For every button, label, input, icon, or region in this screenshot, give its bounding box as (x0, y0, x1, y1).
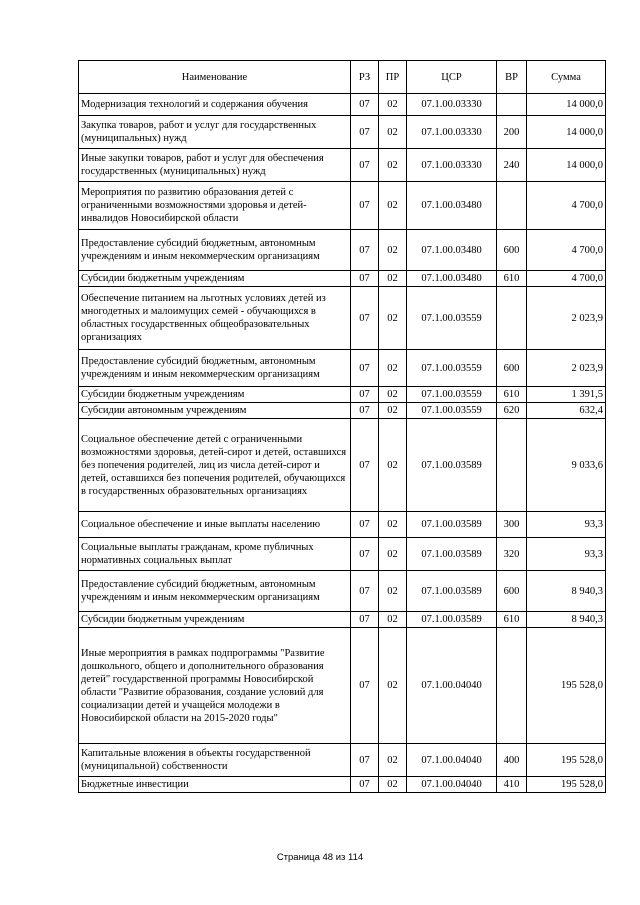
header-sum: Сумма (527, 61, 606, 94)
cell-pr: 02 (379, 512, 407, 538)
header-name: Наименование (79, 61, 351, 94)
cell-vr: 600 (497, 350, 527, 387)
cell-csr: 07.1.00.03589 (407, 571, 497, 612)
header-vr: ВР (497, 61, 527, 94)
cell-pr: 02 (379, 777, 407, 793)
cell-sum: 2 023,9 (527, 350, 606, 387)
cell-vr: 240 (497, 149, 527, 182)
cell-name: Иные закупки товаров, работ и услуг для обеспечения государственных (муниципальных) нужд (79, 149, 351, 182)
cell-vr: 600 (497, 230, 527, 271)
cell-csr: 07.1.00.03589 (407, 612, 497, 628)
cell-rz: 07 (351, 419, 379, 512)
cell-pr: 02 (379, 538, 407, 571)
cell-csr: 07.1.00.04040 (407, 777, 497, 793)
cell-name: Субсидии бюджетным учреждениям (79, 387, 351, 403)
table-row (79, 287, 606, 350)
cell-name: Мероприятия по развитию образования детей с ограниченными возможностями здоровья и детей-инвалидов Новосибирской области (79, 182, 351, 230)
cell-csr: 07.1.00.03480 (407, 271, 497, 287)
table-row (79, 230, 606, 271)
cell-rz: 07 (351, 271, 379, 287)
cell-name: Субсидии бюджетным учреждениям (79, 612, 351, 628)
cell-sum: 93,3 (527, 512, 606, 538)
cell-rz: 07 (351, 512, 379, 538)
cell-csr: 07.1.00.04040 (407, 744, 497, 777)
cell-name: Иные мероприятия в рамках подпрограммы "Развитие дошкольного, общего и дополнительного образования детей" государственной программы Новосибирской области "Развитие образования, создание условий для социализации детей и учащейся молодежи в Новосибирской области на 2015-2020 годы" (79, 628, 351, 744)
cell-csr: 07.1.00.03589 (407, 419, 497, 512)
table-row (79, 628, 606, 744)
cell-rz: 07 (351, 403, 379, 419)
cell-csr: 07.1.00.03559 (407, 387, 497, 403)
cell-pr: 02 (379, 612, 407, 628)
cell-rz: 07 (351, 628, 379, 744)
cell-name: Субсидии автономным учреждениям (79, 403, 351, 419)
header-csr: ЦСР (407, 61, 497, 94)
table-row (79, 512, 606, 538)
cell-sum: 4 700,0 (527, 182, 606, 230)
cell-name: Социальные выплаты гражданам, кроме публичных нормативных социальных выплат (79, 538, 351, 571)
cell-csr: 07.1.00.03480 (407, 182, 497, 230)
cell-vr (497, 628, 527, 744)
cell-pr: 02 (379, 403, 407, 419)
cell-name: Субсидии бюджетным учреждениям (79, 271, 351, 287)
cell-rz: 07 (351, 94, 379, 116)
table-row (79, 612, 606, 628)
cell-pr: 02 (379, 419, 407, 512)
cell-pr: 02 (379, 744, 407, 777)
table-row (79, 777, 606, 793)
cell-pr: 02 (379, 94, 407, 116)
cell-pr: 02 (379, 571, 407, 612)
cell-sum: 195 528,0 (527, 628, 606, 744)
cell-pr: 02 (379, 149, 407, 182)
table-row (79, 182, 606, 230)
cell-rz: 07 (351, 571, 379, 612)
cell-pr: 02 (379, 628, 407, 744)
cell-rz: 07 (351, 612, 379, 628)
table-header-row (79, 61, 606, 94)
cell-vr (497, 419, 527, 512)
header-pr: ПР (379, 61, 407, 94)
header-rz: РЗ (351, 61, 379, 94)
table-row (79, 350, 606, 387)
table-row (79, 744, 606, 777)
table-row (79, 419, 606, 512)
cell-rz: 07 (351, 182, 379, 230)
cell-name: Бюджетные инвестиции (79, 777, 351, 793)
cell-sum: 4 700,0 (527, 271, 606, 287)
cell-rz: 07 (351, 230, 379, 271)
cell-pr: 02 (379, 230, 407, 271)
cell-sum: 8 940,3 (527, 571, 606, 612)
cell-name: Предоставление субсидий бюджетным, автономным учреждениям и иным некоммерческим организациям (79, 571, 351, 612)
cell-vr: 620 (497, 403, 527, 419)
cell-rz: 07 (351, 744, 379, 777)
table-row (79, 403, 606, 419)
cell-csr: 07.1.00.03589 (407, 512, 497, 538)
cell-vr (497, 94, 527, 116)
cell-pr: 02 (379, 116, 407, 149)
cell-vr (497, 287, 527, 350)
table-row (79, 94, 606, 116)
cell-sum: 8 940,3 (527, 612, 606, 628)
cell-rz: 07 (351, 387, 379, 403)
cell-csr: 07.1.00.04040 (407, 628, 497, 744)
cell-sum: 4 700,0 (527, 230, 606, 271)
cell-name: Закупка товаров, работ и услуг для государственных (муниципальных) нужд (79, 116, 351, 149)
cell-csr: 07.1.00.03559 (407, 287, 497, 350)
cell-name: Предоставление субсидий бюджетным, автономным учреждениям и иным некоммерческим организациям (79, 350, 351, 387)
cell-rz: 07 (351, 116, 379, 149)
budget-table (78, 60, 606, 793)
cell-rz: 07 (351, 287, 379, 350)
cell-vr: 410 (497, 777, 527, 793)
cell-vr: 320 (497, 538, 527, 571)
cell-rz: 07 (351, 149, 379, 182)
cell-rz: 07 (351, 777, 379, 793)
table-row (79, 149, 606, 182)
cell-pr: 02 (379, 182, 407, 230)
cell-csr: 07.1.00.03589 (407, 538, 497, 571)
cell-name: Социальное обеспечение детей с ограниченными возможностями здоровья, детей-сирот и детей, оставшихся без попечения родителей, лиц из числа детей-сирот и детей, оставшихся без попечения родителей, обучающихся в государственных образовательных организациях (79, 419, 351, 512)
cell-csr: 07.1.00.03559 (407, 403, 497, 419)
cell-sum: 2 023,9 (527, 287, 606, 350)
cell-vr: 600 (497, 571, 527, 612)
cell-vr: 400 (497, 744, 527, 777)
cell-sum: 14 000,0 (527, 94, 606, 116)
cell-sum: 1 391,5 (527, 387, 606, 403)
cell-sum: 9 033,6 (527, 419, 606, 512)
table-row (79, 571, 606, 612)
cell-sum: 14 000,0 (527, 116, 606, 149)
cell-pr: 02 (379, 387, 407, 403)
cell-vr: 610 (497, 271, 527, 287)
cell-name: Социальное обеспечение и иные выплаты населению (79, 512, 351, 538)
cell-rz: 07 (351, 350, 379, 387)
cell-name: Капитальные вложения в объекты государственной (муниципальной) собственности (79, 744, 351, 777)
cell-vr: 200 (497, 116, 527, 149)
table-row (79, 116, 606, 149)
cell-csr: 07.1.00.03330 (407, 149, 497, 182)
cell-sum: 93,3 (527, 538, 606, 571)
cell-vr: 610 (497, 612, 527, 628)
cell-vr: 300 (497, 512, 527, 538)
table-row (79, 538, 606, 571)
cell-csr: 07.1.00.03330 (407, 94, 497, 116)
cell-sum: 195 528,0 (527, 777, 606, 793)
cell-pr: 02 (379, 350, 407, 387)
page-footer: Страница 48 из 114 (276, 852, 364, 863)
cell-sum: 632,4 (527, 403, 606, 419)
cell-csr: 07.1.00.03330 (407, 116, 497, 149)
cell-csr: 07.1.00.03559 (407, 350, 497, 387)
cell-sum: 195 528,0 (527, 744, 606, 777)
cell-name: Предоставление субсидий бюджетным, автономным учреждениям и иным некоммерческим организациям (79, 230, 351, 271)
cell-pr: 02 (379, 287, 407, 350)
cell-name: Обеспечение питанием на льготных условиях детей из многодетных и малоимущих семей - обучающихся в областных государственных общеобразовательных организациях (79, 287, 351, 350)
cell-rz: 07 (351, 538, 379, 571)
cell-vr (497, 182, 527, 230)
table-row (79, 271, 606, 287)
table-row (79, 387, 606, 403)
cell-name: Модернизация технологий и содержания обучения (79, 94, 351, 116)
cell-csr: 07.1.00.03480 (407, 230, 497, 271)
cell-vr: 610 (497, 387, 527, 403)
cell-pr: 02 (379, 271, 407, 287)
cell-sum: 14 000,0 (527, 149, 606, 182)
